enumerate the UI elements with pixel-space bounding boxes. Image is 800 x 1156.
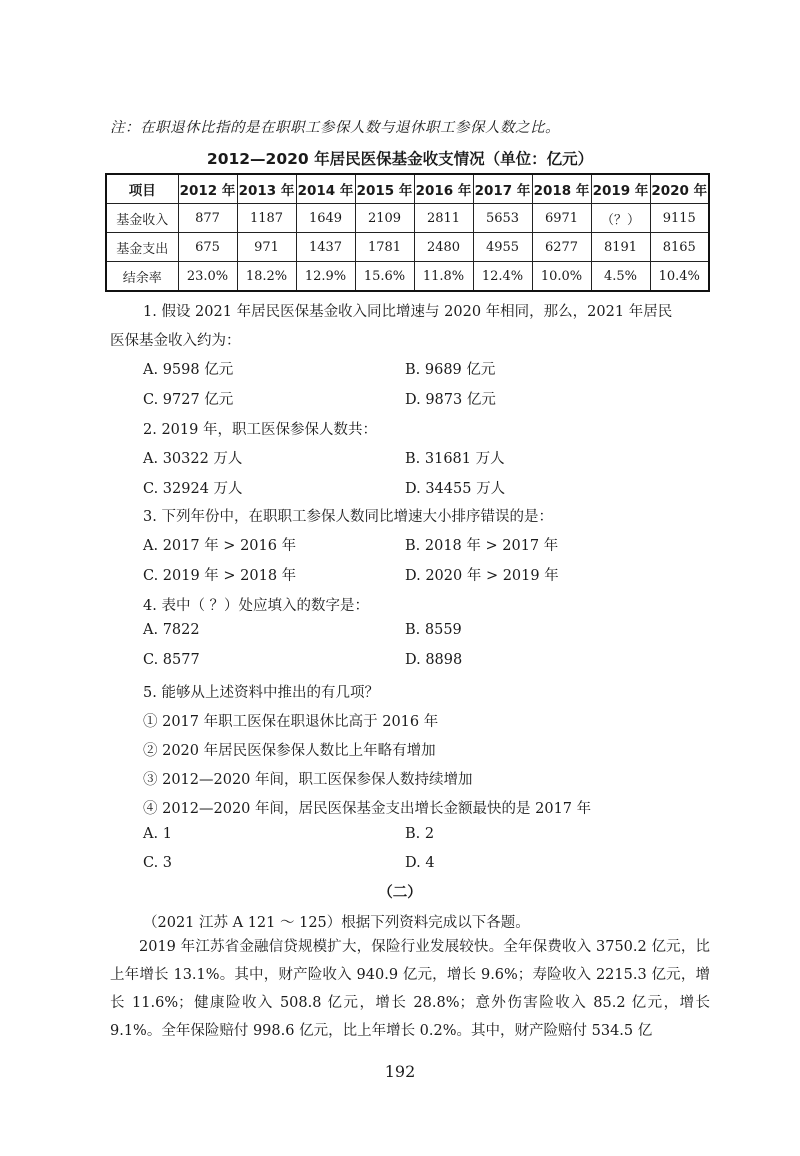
table-cell: 6277 (532, 233, 591, 262)
table-cell: 15.6% (355, 262, 414, 292)
table-cell: 8165 (650, 233, 709, 262)
question-1-stem-cont: 医保基金收入约为： (110, 333, 241, 349)
data-table (105, 173, 710, 292)
question-5-option-b: B. 2 (405, 826, 435, 842)
question-4-option-c: C. 8577 (143, 652, 200, 668)
question-2-option-b: B. 31681 万人 (405, 451, 505, 467)
table-header-cell: 2019 年 (591, 174, 650, 204)
page-number: 192 (384, 1062, 416, 1081)
source-line: （2021 江苏 A 121 ～ 125）根据下列资料完成以下各题。 (143, 915, 530, 931)
question-3-option-c: C. 2019 年 > 2018 年 (143, 568, 297, 584)
table-row (106, 262, 709, 292)
table-cell: 1649 (296, 204, 355, 233)
table-cell: （？） (591, 204, 650, 233)
table-cell: 18.2% (237, 262, 296, 292)
question-5-option-d: D. 4 (405, 855, 435, 871)
question-1-option-d: D. 9873 亿元 (405, 392, 496, 408)
question-1-option-b: B. 9689 亿元 (405, 362, 496, 378)
table-cell: 2109 (355, 204, 414, 233)
question-1-option-a: A. 9598 亿元 (143, 362, 234, 378)
question-1-stem: 1. 假设 2021 年居民医保基金收入同比增速与 2020 年相同，那么，2021 年居民 (143, 304, 673, 320)
table-cell: 4955 (473, 233, 532, 262)
question-4-option-b: B. 8559 (405, 622, 462, 638)
table-row (106, 204, 709, 233)
table-header-cell: 项目 (106, 174, 178, 204)
question-5-option-c: C. 3 (143, 855, 173, 871)
table-cell: 5653 (473, 204, 532, 233)
table-cell: 9115 (650, 204, 709, 233)
table-cell: 基金收入 (106, 204, 178, 233)
question-5-statement-2: ② 2020 年居民医保参保人数比上年略有增加 (143, 743, 436, 759)
question-4-option-d: D. 8898 (405, 652, 463, 668)
question-5-stem: 5. 能够从上述资料中推出的有几项？ (143, 685, 379, 701)
question-3-option-d: D. 2020 年 > 2019 年 (405, 568, 559, 584)
material-paragraph: 2019 年江苏省金融信贷规模扩大，保险行业发展较快。全年保费收入 3750.2 亿元，比上年增长 13.1%。其中，财产险收入 940.9 亿元，增长 9.6%；寿险收入 2215.3 亿元，增长 11.6%；健康险收入 508.8 亿元，增长 28.8%；意外伤害险收入 85.2 亿元，增长 9.1%。全年保险赔付 998.6 亿元，比上年增长 0.2%。其中，财产险赔付 534.5 亿 (110, 939, 710, 1039)
table-cell: 12.4% (473, 262, 532, 292)
question-3-option-b: B. 2018 年 > 2017 年 (405, 538, 559, 554)
question-3-stem: 3. 下列年份中，在职职工参保人数同比增速大小排序错误的是： (143, 509, 553, 525)
question-4-option-a: A. 7822 (143, 622, 200, 638)
table-cell: 675 (178, 233, 237, 262)
table-cell: 2811 (414, 204, 473, 233)
question-2-stem: 2. 2019 年，职工医保参保人数共： (143, 422, 377, 438)
section-title: （二） (378, 885, 422, 901)
table-cell: 2480 (414, 233, 473, 262)
table-cell: 10.4% (650, 262, 709, 292)
question-5-statement-3: ③ 2012—2020 年间，职工医保参保人数持续增加 (143, 772, 473, 788)
table-note: 注：在职退休比指的是在职职工参保人数与退休职工参保人数之比。 (110, 120, 560, 136)
table-cell: 11.8% (414, 262, 473, 292)
table-header-cell: 2018 年 (532, 174, 591, 204)
table-cell: 1437 (296, 233, 355, 262)
table-cell: 10.0% (532, 262, 591, 292)
question-4-stem: 4. 表中（ ？）处应填入的数字是： (143, 598, 370, 614)
question-2-option-d: D. 34455 万人 (405, 481, 506, 497)
table-cell: 8191 (591, 233, 650, 262)
table-row (106, 233, 709, 262)
table-cell: 23.0% (178, 262, 237, 292)
table-header-cell: 2017 年 (473, 174, 532, 204)
table-cell: 1187 (237, 204, 296, 233)
question-5-statement-4: ④ 2012—2020 年间，居民医保基金支出增长金额最快的是 2017 年 (143, 801, 592, 817)
table-cell: 结余率 (106, 262, 178, 292)
table-caption: 2012—2020 年居民医保基金收支情况（单位：亿元） (206, 150, 594, 168)
question-2-option-c: C. 32924 万人 (143, 481, 243, 497)
table-cell: 1781 (355, 233, 414, 262)
question-2-option-a: A. 30322 万人 (143, 451, 243, 467)
table-cell: 6971 (532, 204, 591, 233)
question-3-option-a: A. 2017 年 > 2016 年 (143, 538, 297, 554)
table-header-cell: 2014 年 (296, 174, 355, 204)
table-cell: 4.5% (591, 262, 650, 292)
table-cell: 971 (237, 233, 296, 262)
table-header-row (106, 174, 709, 204)
table-header-cell: 2016 年 (414, 174, 473, 204)
table-header-cell: 2012 年 (178, 174, 237, 204)
table-header-cell: 2013 年 (237, 174, 296, 204)
question-1-option-c: C. 9727 亿元 (143, 392, 234, 408)
table-header-cell: 2015 年 (355, 174, 414, 204)
question-5-statement-1: ① 2017 年职工医保在职退休比高于 2016 年 (143, 714, 439, 730)
table-cell: 12.9% (296, 262, 355, 292)
table-cell: 877 (178, 204, 237, 233)
table-cell: 基金支出 (106, 233, 178, 262)
table-header-cell: 2020 年 (650, 174, 709, 204)
question-5-option-a: A. 1 (143, 826, 172, 842)
